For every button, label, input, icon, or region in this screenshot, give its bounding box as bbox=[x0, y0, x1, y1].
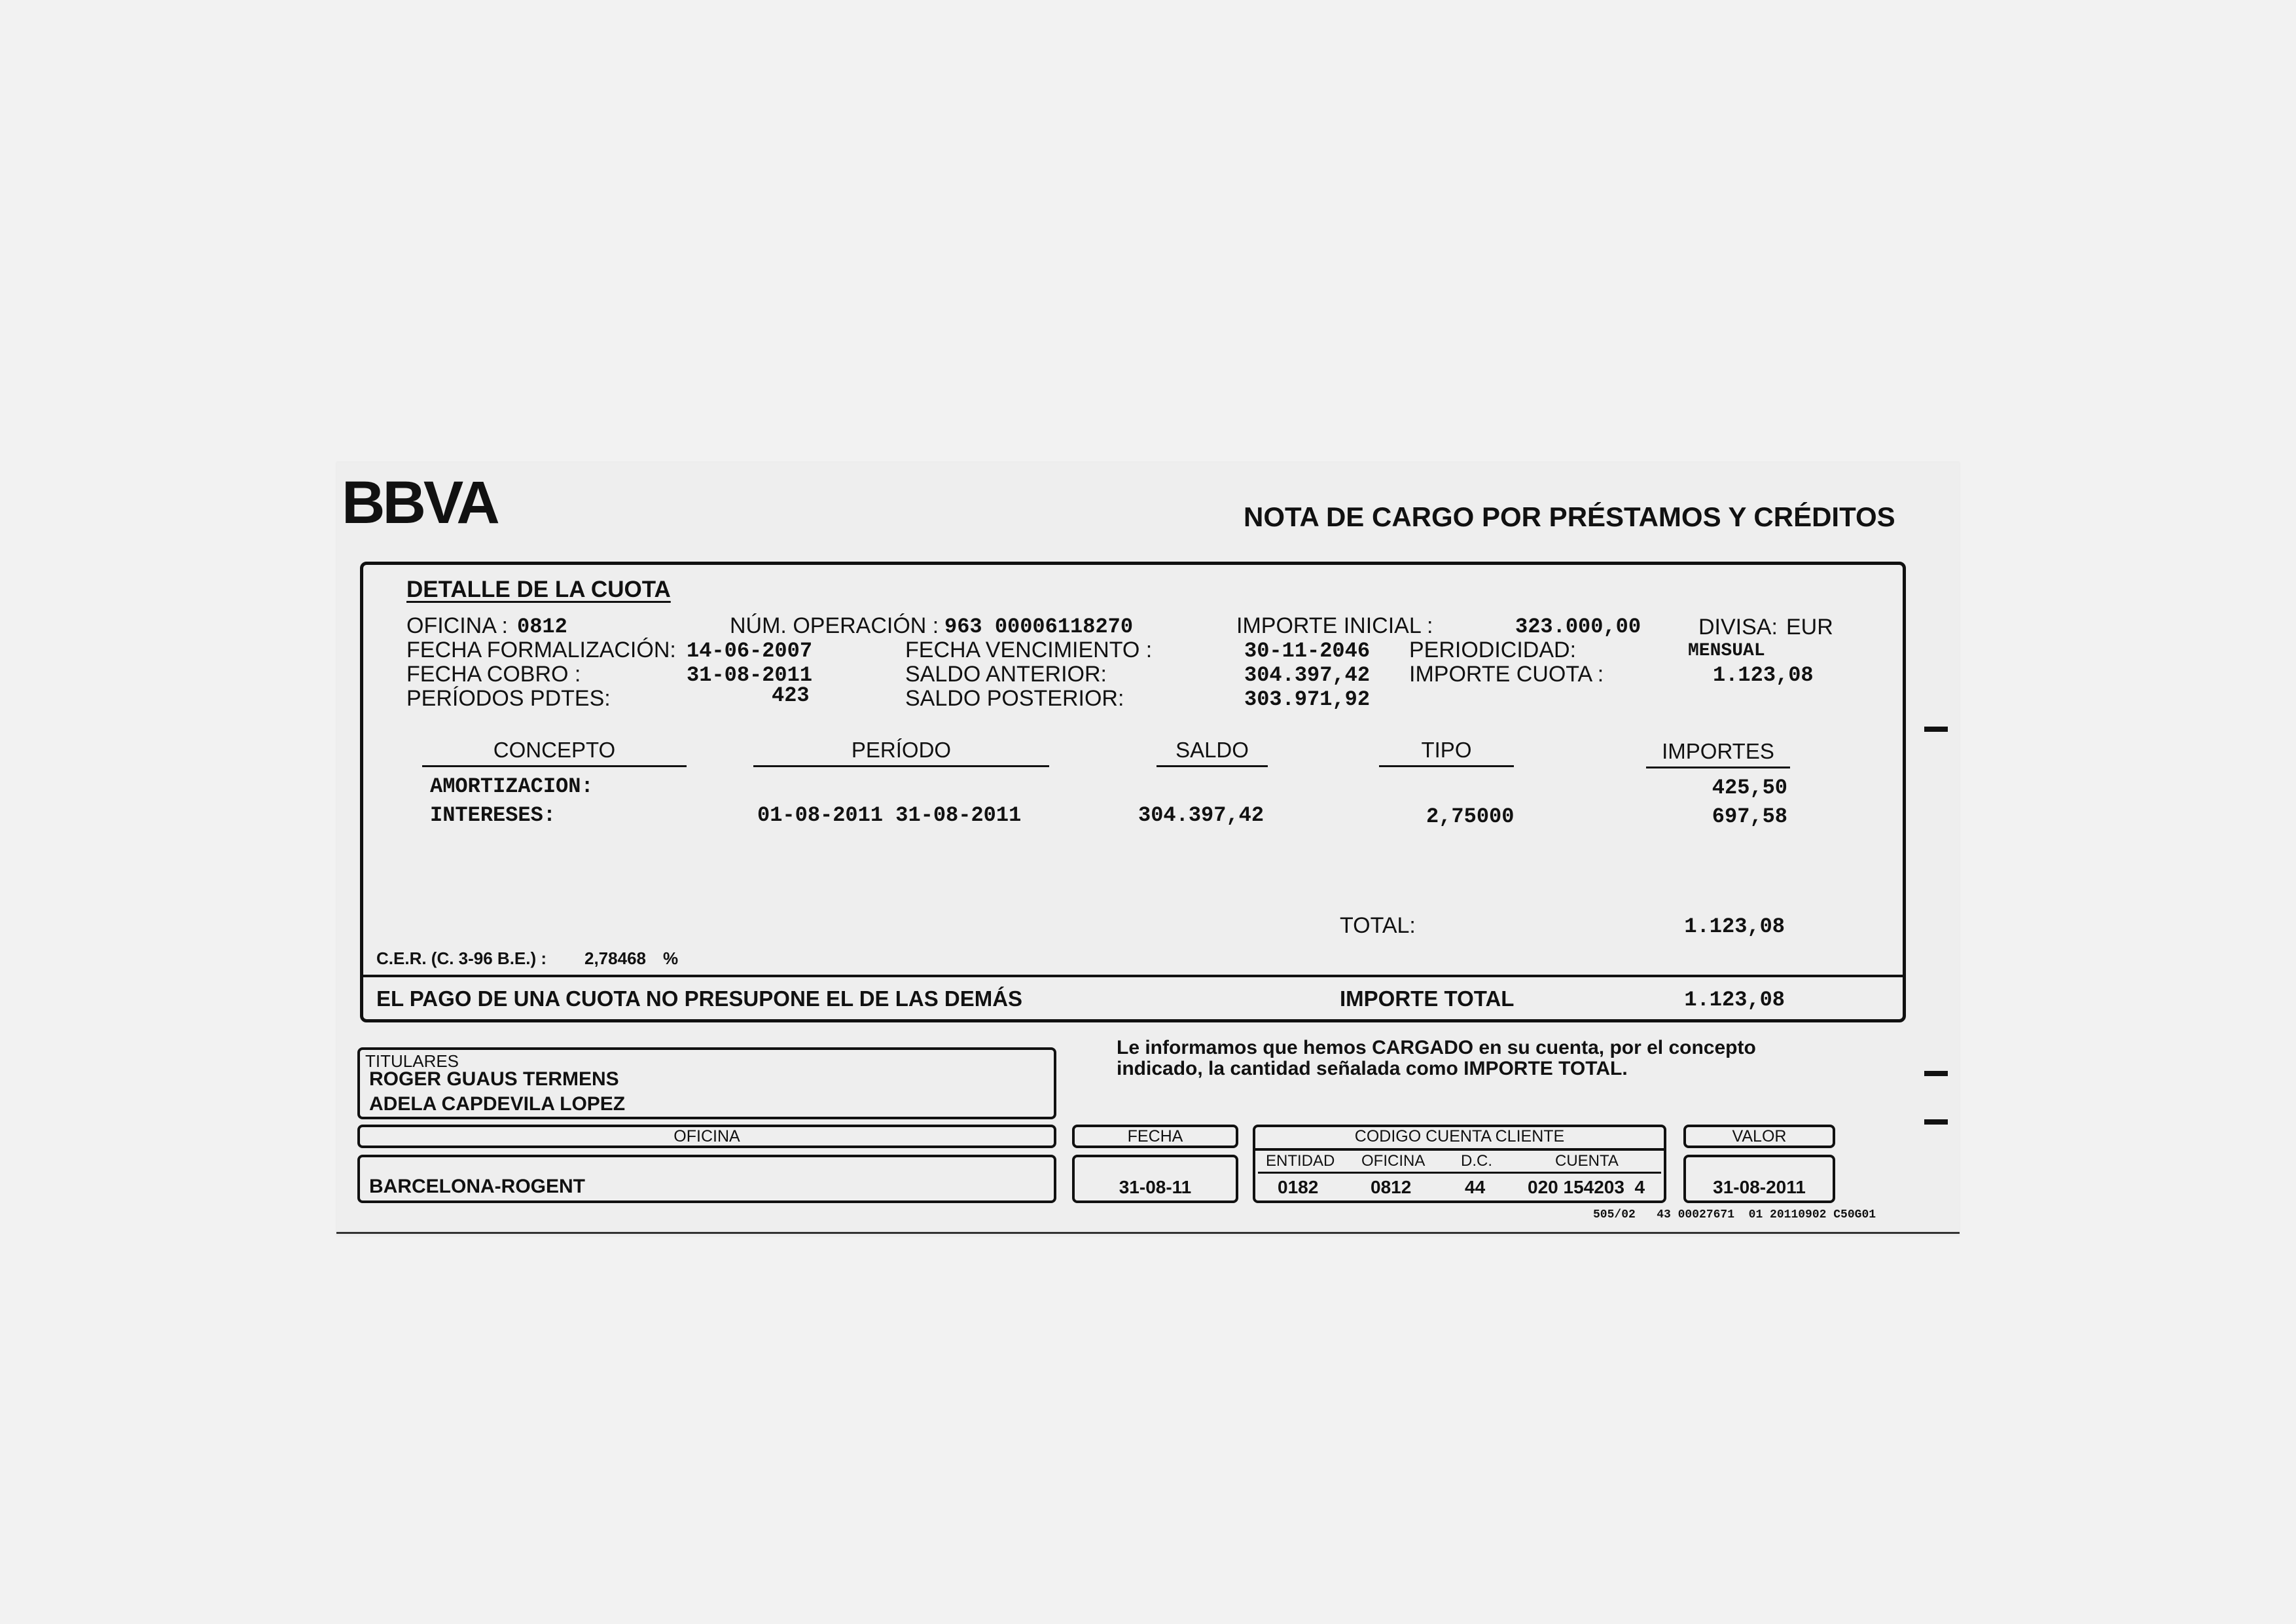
divisa-label: DIVISA: bbox=[1698, 615, 1778, 640]
importe-cuota-label: IMPORTE CUOTA : bbox=[1409, 662, 1604, 687]
ccc-oficina-label: OFICINA bbox=[1361, 1152, 1426, 1170]
fecha-vencimiento-value: 30-11-2046 bbox=[1244, 639, 1371, 663]
periodicidad-label: PERIODICIDAD: bbox=[1409, 638, 1577, 662]
header-periodo: PERÍODO bbox=[851, 738, 952, 762]
ccc-divider bbox=[1255, 1148, 1664, 1151]
total-value: 1.123,08 bbox=[1684, 914, 1785, 939]
row-importe: 697,58 bbox=[1712, 804, 1787, 829]
registration-mark bbox=[1924, 1119, 1948, 1125]
bottom-oficina-label: OFICINA bbox=[673, 1127, 740, 1146]
row-tipo: 2,75000 bbox=[1426, 804, 1515, 829]
oficina-value: 0812 bbox=[517, 615, 567, 639]
saldo-anterior-value: 304.397,42 bbox=[1244, 663, 1371, 687]
bottom-fecha-label: FECHA bbox=[1127, 1127, 1183, 1146]
oficina-value-box bbox=[357, 1155, 1056, 1203]
importe-inicial-value: 323.000,00 bbox=[1515, 615, 1641, 639]
periodos-pdtes-label: PERÍODOS PDTES: bbox=[406, 686, 611, 711]
row-concepto: AMORTIZACION: bbox=[430, 774, 594, 799]
header-tipo-underline bbox=[1379, 765, 1514, 767]
header-importes: IMPORTES bbox=[1662, 739, 1774, 763]
cer-value: 2,78468 bbox=[584, 948, 646, 968]
fecha-vencimiento-label: FECHA VENCIMIENTO : bbox=[905, 638, 1153, 662]
titulares-label: TITULARES bbox=[365, 1051, 459, 1071]
num-operacion-value: 963 00006118270 bbox=[944, 615, 1134, 639]
bottom-edge bbox=[336, 1232, 1960, 1234]
header-saldo: SALDO bbox=[1175, 738, 1249, 762]
total-label: TOTAL: bbox=[1340, 913, 1416, 938]
fecha-cobro-value: 31-08-2011 bbox=[687, 663, 813, 687]
row-importe: 425,50 bbox=[1712, 776, 1787, 800]
cer-unit: % bbox=[663, 948, 679, 968]
divisa-value: EUR bbox=[1786, 615, 1833, 640]
importe-inicial-label: IMPORTE INICIAL : bbox=[1236, 613, 1433, 638]
row-periodo: 01-08-2011 31-08-2011 bbox=[757, 803, 1022, 827]
section-title: DETALLE DE LA CUOTA bbox=[406, 577, 671, 602]
ccc-label: CODIGO CUENTA CLIENTE bbox=[1354, 1127, 1565, 1146]
dc-value: 44 bbox=[1465, 1177, 1486, 1197]
periodicidad-value: MENSUAL bbox=[1688, 641, 1765, 661]
bbva-logo: BBVA bbox=[342, 469, 497, 536]
entidad-value: 0182 bbox=[1278, 1177, 1319, 1197]
ccc-subdivider bbox=[1258, 1172, 1661, 1174]
ccc-box bbox=[1253, 1125, 1666, 1203]
ccc-oficina-value: 0812 bbox=[1371, 1177, 1412, 1197]
oficina-label: OFICINA : bbox=[406, 613, 508, 638]
num-operacion-label: NÚM. OPERACIÓN : bbox=[730, 613, 939, 638]
registration-mark bbox=[1924, 727, 1948, 732]
fecha-value-box bbox=[1072, 1155, 1238, 1203]
fecha-header-box bbox=[1072, 1125, 1238, 1148]
header-periodo-underline bbox=[753, 765, 1049, 767]
reference-code: 505/02 43 00027671 01 20110902 C50G01 bbox=[1593, 1208, 1876, 1221]
cuenta-label: CUENTA bbox=[1555, 1152, 1619, 1170]
header-concepto-underline bbox=[422, 765, 687, 767]
oficina-header-box bbox=[357, 1125, 1056, 1148]
header-saldo-underline bbox=[1157, 765, 1268, 767]
cer-label: C.E.R. (C. 3-96 B.E.) : bbox=[376, 948, 547, 968]
header-importes-underline bbox=[1646, 767, 1790, 768]
valor-value: 31-08-2011 bbox=[1713, 1177, 1806, 1197]
cuenta-value: 020 154203 4 bbox=[1528, 1177, 1645, 1197]
document-title: NOTA DE CARGO POR PRÉSTAMOS Y CRÉDITOS bbox=[1244, 501, 1895, 532]
fecha-formalizacion-label: FECHA FORMALIZACIÓN: bbox=[406, 638, 676, 662]
fecha-cobro-label: FECHA COBRO : bbox=[406, 662, 581, 687]
header-concepto: CONCEPTO bbox=[493, 738, 616, 762]
bottom-oficina-value: BARCELONA-ROGENT bbox=[369, 1176, 585, 1197]
saldo-anterior-label: SALDO ANTERIOR: bbox=[905, 662, 1107, 687]
registration-mark bbox=[1924, 1071, 1948, 1076]
importe-total-label: IMPORTE TOTAL bbox=[1340, 986, 1515, 1011]
divider bbox=[363, 975, 1903, 977]
info-text-line1: Le informamos que hemos CARGADO en su cuenta, por el concepto bbox=[1117, 1037, 1756, 1058]
importe-total-value: 1.123,08 bbox=[1684, 988, 1785, 1012]
saldo-posterior-value: 303.971,92 bbox=[1244, 687, 1371, 712]
titular-name: ADELA CAPDEVILA LOPEZ bbox=[369, 1093, 626, 1115]
titulares-box bbox=[357, 1047, 1056, 1119]
info-text-line2: indicado, la cantidad señalada como IMPORTE TOTAL. bbox=[1117, 1058, 1628, 1079]
footer-note: EL PAGO DE UNA CUOTA NO PRESUPONE EL DE LAS DEMÁS bbox=[376, 986, 1023, 1011]
fecha-formalizacion-value: 14-06-2007 bbox=[687, 639, 813, 663]
valor-header-box bbox=[1683, 1125, 1835, 1148]
header-tipo: TIPO bbox=[1421, 738, 1472, 762]
bottom-fecha-value: 31-08-11 bbox=[1119, 1177, 1192, 1197]
row-concepto: INTERESES: bbox=[430, 803, 556, 827]
importe-cuota-value: 1.123,08 bbox=[1713, 663, 1814, 687]
titular-name: ROGER GUAUS TERMENS bbox=[369, 1068, 619, 1090]
valor-label: VALOR bbox=[1732, 1127, 1787, 1146]
row-saldo: 304.397,42 bbox=[1138, 803, 1265, 827]
installment-detail-box bbox=[360, 562, 1906, 1022]
valor-value-box bbox=[1683, 1155, 1835, 1203]
periodos-pdtes-value: 423 bbox=[772, 683, 810, 708]
entidad-label: ENTIDAD bbox=[1266, 1152, 1335, 1170]
loan-charge-note bbox=[336, 462, 1960, 1236]
saldo-posterior-label: SALDO POSTERIOR: bbox=[905, 686, 1124, 711]
dc-label: D.C. bbox=[1461, 1152, 1492, 1170]
